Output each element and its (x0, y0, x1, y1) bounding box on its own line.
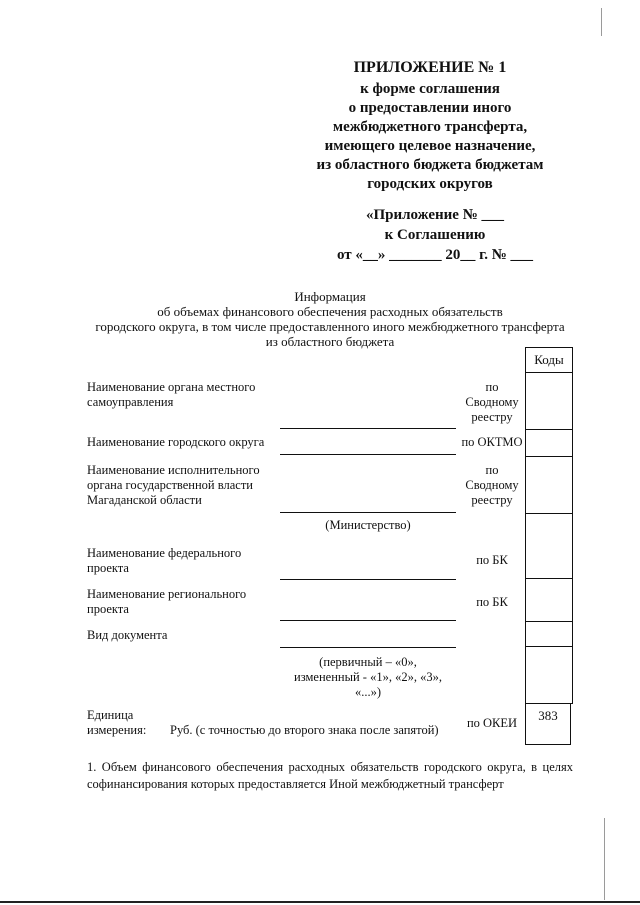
appendix-line: имеющего целевое назначение, (324, 138, 536, 154)
row-label-local-gov: Наименование органа местного самоуправления (87, 380, 256, 409)
page-bottom-border (0, 901, 640, 903)
code-cell-spacer (525, 646, 573, 704)
code-label-regional-project: по БК (476, 595, 508, 609)
appendix-line: к форме соглашения (360, 81, 500, 97)
scan-edge-mark-bottom (604, 818, 605, 900)
code-cell-executive-body[interactable] (525, 456, 573, 514)
executive-body-sublabel: (Министерство) (325, 518, 411, 532)
appendix-line: городских округов (367, 176, 493, 192)
appendix-title: ПРИЛОЖЕНИЕ № 1 (353, 59, 507, 76)
code-cell-doc-type[interactable] (525, 621, 573, 647)
info-header-line: городского округа, в том числе предоставленного иного межбюджетного трансферта (95, 319, 565, 334)
field-executive-body[interactable] (280, 511, 456, 513)
code-cell-local-gov[interactable] (525, 372, 573, 430)
field-city-district[interactable] (280, 453, 456, 455)
unit-value: Руб. (с точностью до второго знака после запятой) (170, 723, 439, 737)
row-label-unit: Единица измерения: (87, 708, 147, 737)
row-label-city-district: Наименование городского округа (87, 435, 265, 449)
code-cell-federal-project[interactable] (525, 513, 573, 579)
doc-type-note: (первичный – «0», измененный - «1», «2», «3», «...») (294, 655, 442, 699)
info-header-line: Информация (294, 289, 366, 304)
appendix-line: из областного бюджета бюджетам (316, 157, 544, 173)
agreement-ref (290, 205, 580, 265)
code-label-okei: по ОКЕИ (466, 716, 518, 730)
appendix-line: о предоставлении иного (348, 100, 512, 116)
code-cell-okei (525, 703, 571, 745)
code-cell-oktmo[interactable] (525, 429, 573, 457)
scan-edge-mark-top (601, 8, 602, 36)
row-label-federal-project: Наименование федерального проекта (87, 546, 242, 575)
agreement-ref-line1: «Приложение № ___ (365, 207, 505, 223)
row-label-regional-project: Наименование регионального проекта (87, 587, 247, 616)
field-local-gov[interactable] (280, 427, 456, 429)
codes-header: Коды (525, 347, 573, 373)
okei-code-value: 383 (538, 708, 558, 723)
info-header (60, 289, 600, 349)
field-regional-project[interactable] (280, 619, 456, 621)
code-label-executive-body: по Сводному реестру (465, 463, 519, 507)
appendix-subtitle (300, 80, 560, 194)
field-doc-type[interactable] (280, 646, 456, 648)
field-federal-project[interactable] (280, 578, 456, 580)
row-label-executive-body: Наименование исполнительного органа государственной власти Магаданской области (87, 463, 260, 507)
info-header-line: из областного бюджета (265, 334, 395, 349)
paragraph-1: 1. Объем финансового обеспечения расходных обязательств городского округа, в целях софинансирования которых предоставляется Иной межбюджетный трансферт (87, 760, 573, 791)
appendix-line: межбюджетного трансферта, (332, 119, 528, 135)
agreement-ref-line3: от «__» _______ 20__ г. № ___ (336, 247, 534, 263)
code-label-federal-project: по БК (476, 553, 508, 567)
code-cell-regional-project[interactable] (525, 578, 573, 622)
code-label-local-gov: по Сводному реестру (465, 380, 519, 424)
agreement-ref-line2: к Соглашению (384, 227, 486, 243)
row-label-doc-type: Вид документа (87, 628, 168, 642)
info-header-line: об объемах финансового обеспечения расходных обязательств (157, 304, 503, 319)
code-label-oktmo: по ОКТМО (461, 435, 523, 449)
